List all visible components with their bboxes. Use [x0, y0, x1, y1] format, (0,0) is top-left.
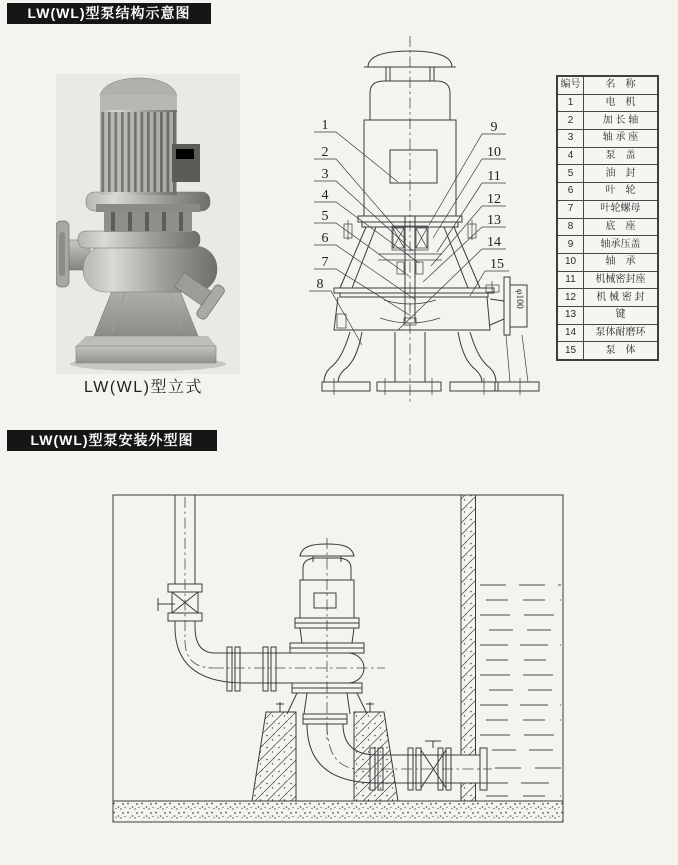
- foundation-blocks: [252, 702, 398, 801]
- table-row: 2 加 长 轴: [557, 112, 658, 130]
- callout-7: 7: [321, 255, 329, 270]
- pump-outline: [287, 538, 367, 742]
- callout-5: 5: [321, 209, 329, 224]
- pump-photo: [56, 74, 240, 374]
- callout-14: 14: [487, 235, 501, 250]
- table-row: 12 机 械 密 封: [557, 289, 658, 307]
- pump-base: [76, 336, 216, 363]
- callout-13: 13: [487, 213, 501, 228]
- table-row: 13 键: [557, 306, 658, 324]
- table-row: 7 叶轮螺母: [557, 200, 658, 218]
- parts-table-header: [557, 76, 658, 94]
- table-row: 11 机械密封座: [557, 271, 658, 289]
- callout-3: 3: [321, 167, 329, 182]
- callout-15: 15: [490, 257, 504, 272]
- callout-8: 8: [316, 277, 324, 292]
- section-drawing: [303, 30, 571, 412]
- table-row: 15 泵 体: [557, 342, 658, 360]
- pit-border: [113, 495, 563, 822]
- motor-nameplate: [314, 593, 336, 608]
- volute-section: [334, 288, 494, 330]
- parts-table: [556, 75, 659, 361]
- table-row: 6 叶 轮: [557, 183, 658, 201]
- photo-caption: LW(WL)型立式: [84, 379, 203, 396]
- callout-11: 11: [487, 169, 501, 184]
- table-row: 10 轴 承: [557, 253, 658, 271]
- callout-4: 4: [321, 188, 329, 203]
- header-no: 编号: [557, 76, 584, 94]
- table-row: 9 轴承压盖: [557, 236, 658, 254]
- header-name: 名 称: [584, 76, 659, 94]
- callout-6: 6: [321, 231, 329, 246]
- callout-9: 9: [490, 120, 498, 135]
- riser-pipe: [158, 495, 385, 691]
- section1-title-banner: LW(WL)型泵结构示意图: [7, 3, 211, 24]
- table-row: 1 电 机: [557, 94, 658, 112]
- table-row: 8 底 座: [557, 218, 658, 236]
- callout-10: 10: [487, 145, 501, 160]
- pit-floor: [113, 801, 563, 821]
- callout-12: 12: [487, 192, 501, 207]
- discharge-diameter-label: φ100: [514, 289, 524, 309]
- installation-diagram: [105, 480, 573, 832]
- callout-1: 1: [321, 118, 329, 133]
- section2-title-banner: LW(WL)型泵安装外型图: [7, 430, 217, 451]
- water-level: [480, 585, 561, 796]
- table-row: 4 泵 盖: [557, 147, 658, 165]
- callout-2: 2: [321, 145, 329, 160]
- table-row: 3 轴 承 座: [557, 130, 658, 148]
- table-row: 5 油 封: [557, 165, 658, 183]
- table-row: 14 泵体耐磨环: [557, 324, 658, 342]
- suction-valve-handle: [425, 741, 441, 748]
